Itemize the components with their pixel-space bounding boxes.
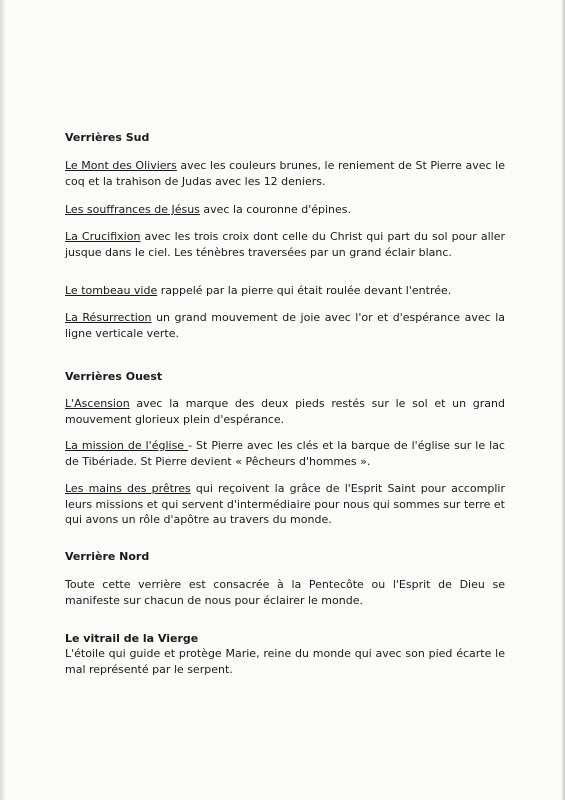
section-heading-nord: Verrière Nord bbox=[65, 550, 150, 563]
paragraph-text: rappelé par la pierre qui était roulée devant l'entrée. bbox=[157, 284, 452, 297]
paragraph-text: un grand mouvement de joie avec l'or et d'espérance avec la ligne verticale verte. bbox=[65, 311, 506, 340]
paragraph-text: avec les couleurs brunes, le reniement de St Pierre avec le coq et la trahison de Judas avec les 12 deniers. bbox=[65, 159, 505, 188]
section-heading-sud: Verrières Sud bbox=[65, 131, 150, 144]
paragraph-lead: Le tombeau vide bbox=[65, 284, 158, 297]
paragraph-vierge bbox=[65, 646, 505, 677]
paragraph-text: avec la marque des deux pieds restés sur le sol et un grand mouvement glorieux plein d'espérance. bbox=[65, 397, 505, 426]
paragraph-lead: Les mains des prêtres bbox=[65, 482, 191, 495]
paragraph-text: L'étoile qui guide et protège Marie, reine du monde qui avec son pied écarte le mal représenté par le serpent. bbox=[65, 647, 505, 676]
paragraph-mains-pretres bbox=[65, 481, 505, 528]
section-heading-ouest: Verrières Ouest bbox=[65, 370, 163, 383]
paragraph-resurrection bbox=[65, 310, 505, 341]
paragraph-crucifixion bbox=[65, 229, 505, 260]
paragraph-lead: Le Mont des Oliviers bbox=[65, 159, 177, 172]
paragraph-tombeau-vide bbox=[65, 283, 505, 299]
paragraph-text: qui reçoivent la grâce de l'Esprit Saint pour accomplir leurs missions et qui servent d'intermédiaire pour nous qui sommes sur terre et qui avons un rôle d'apôtre au travers du monde. bbox=[65, 482, 505, 526]
paragraph-lead: L'Ascension bbox=[65, 397, 130, 410]
paragraph-lead: Les souffrances de Jésus bbox=[65, 203, 200, 216]
paragraph-lead: La Crucifixion bbox=[65, 230, 141, 243]
paragraph-ascension bbox=[65, 396, 505, 427]
paragraph-pentecote bbox=[65, 577, 505, 608]
scan-edge-right bbox=[561, 0, 565, 800]
paragraph-mission-eglise bbox=[65, 438, 505, 469]
section-heading-vierge: Le vitrail de la Vierge bbox=[65, 632, 199, 645]
paragraph-lead: La mission de l'église bbox=[65, 439, 189, 452]
paragraph-text: avec la couronne d'épines. bbox=[199, 203, 352, 216]
scan-edge-left bbox=[0, 0, 6, 800]
paragraph-mont-des-oliviers bbox=[65, 158, 505, 189]
paragraph-text: avec les trois croix dont celle du Christ qui part du sol pour aller jusque dans le ciel. Les ténèbres traversées par un grand éclair blanc. bbox=[65, 230, 506, 259]
paragraph-text: Toute cette verrière est consacrée à la Pentecôte ou l'Esprit de Dieu se manifeste sur chacun de nous pour éclairer le monde. bbox=[65, 578, 505, 607]
paragraph-lead: La Résurrection bbox=[65, 311, 152, 324]
paragraph-text: - St Pierre avec les clés et la barque de l'église sur le lac de Tibériade. St Pierre devient « Pêcheurs d'hommes ». bbox=[65, 439, 505, 468]
paragraph-souffrances bbox=[65, 202, 505, 218]
